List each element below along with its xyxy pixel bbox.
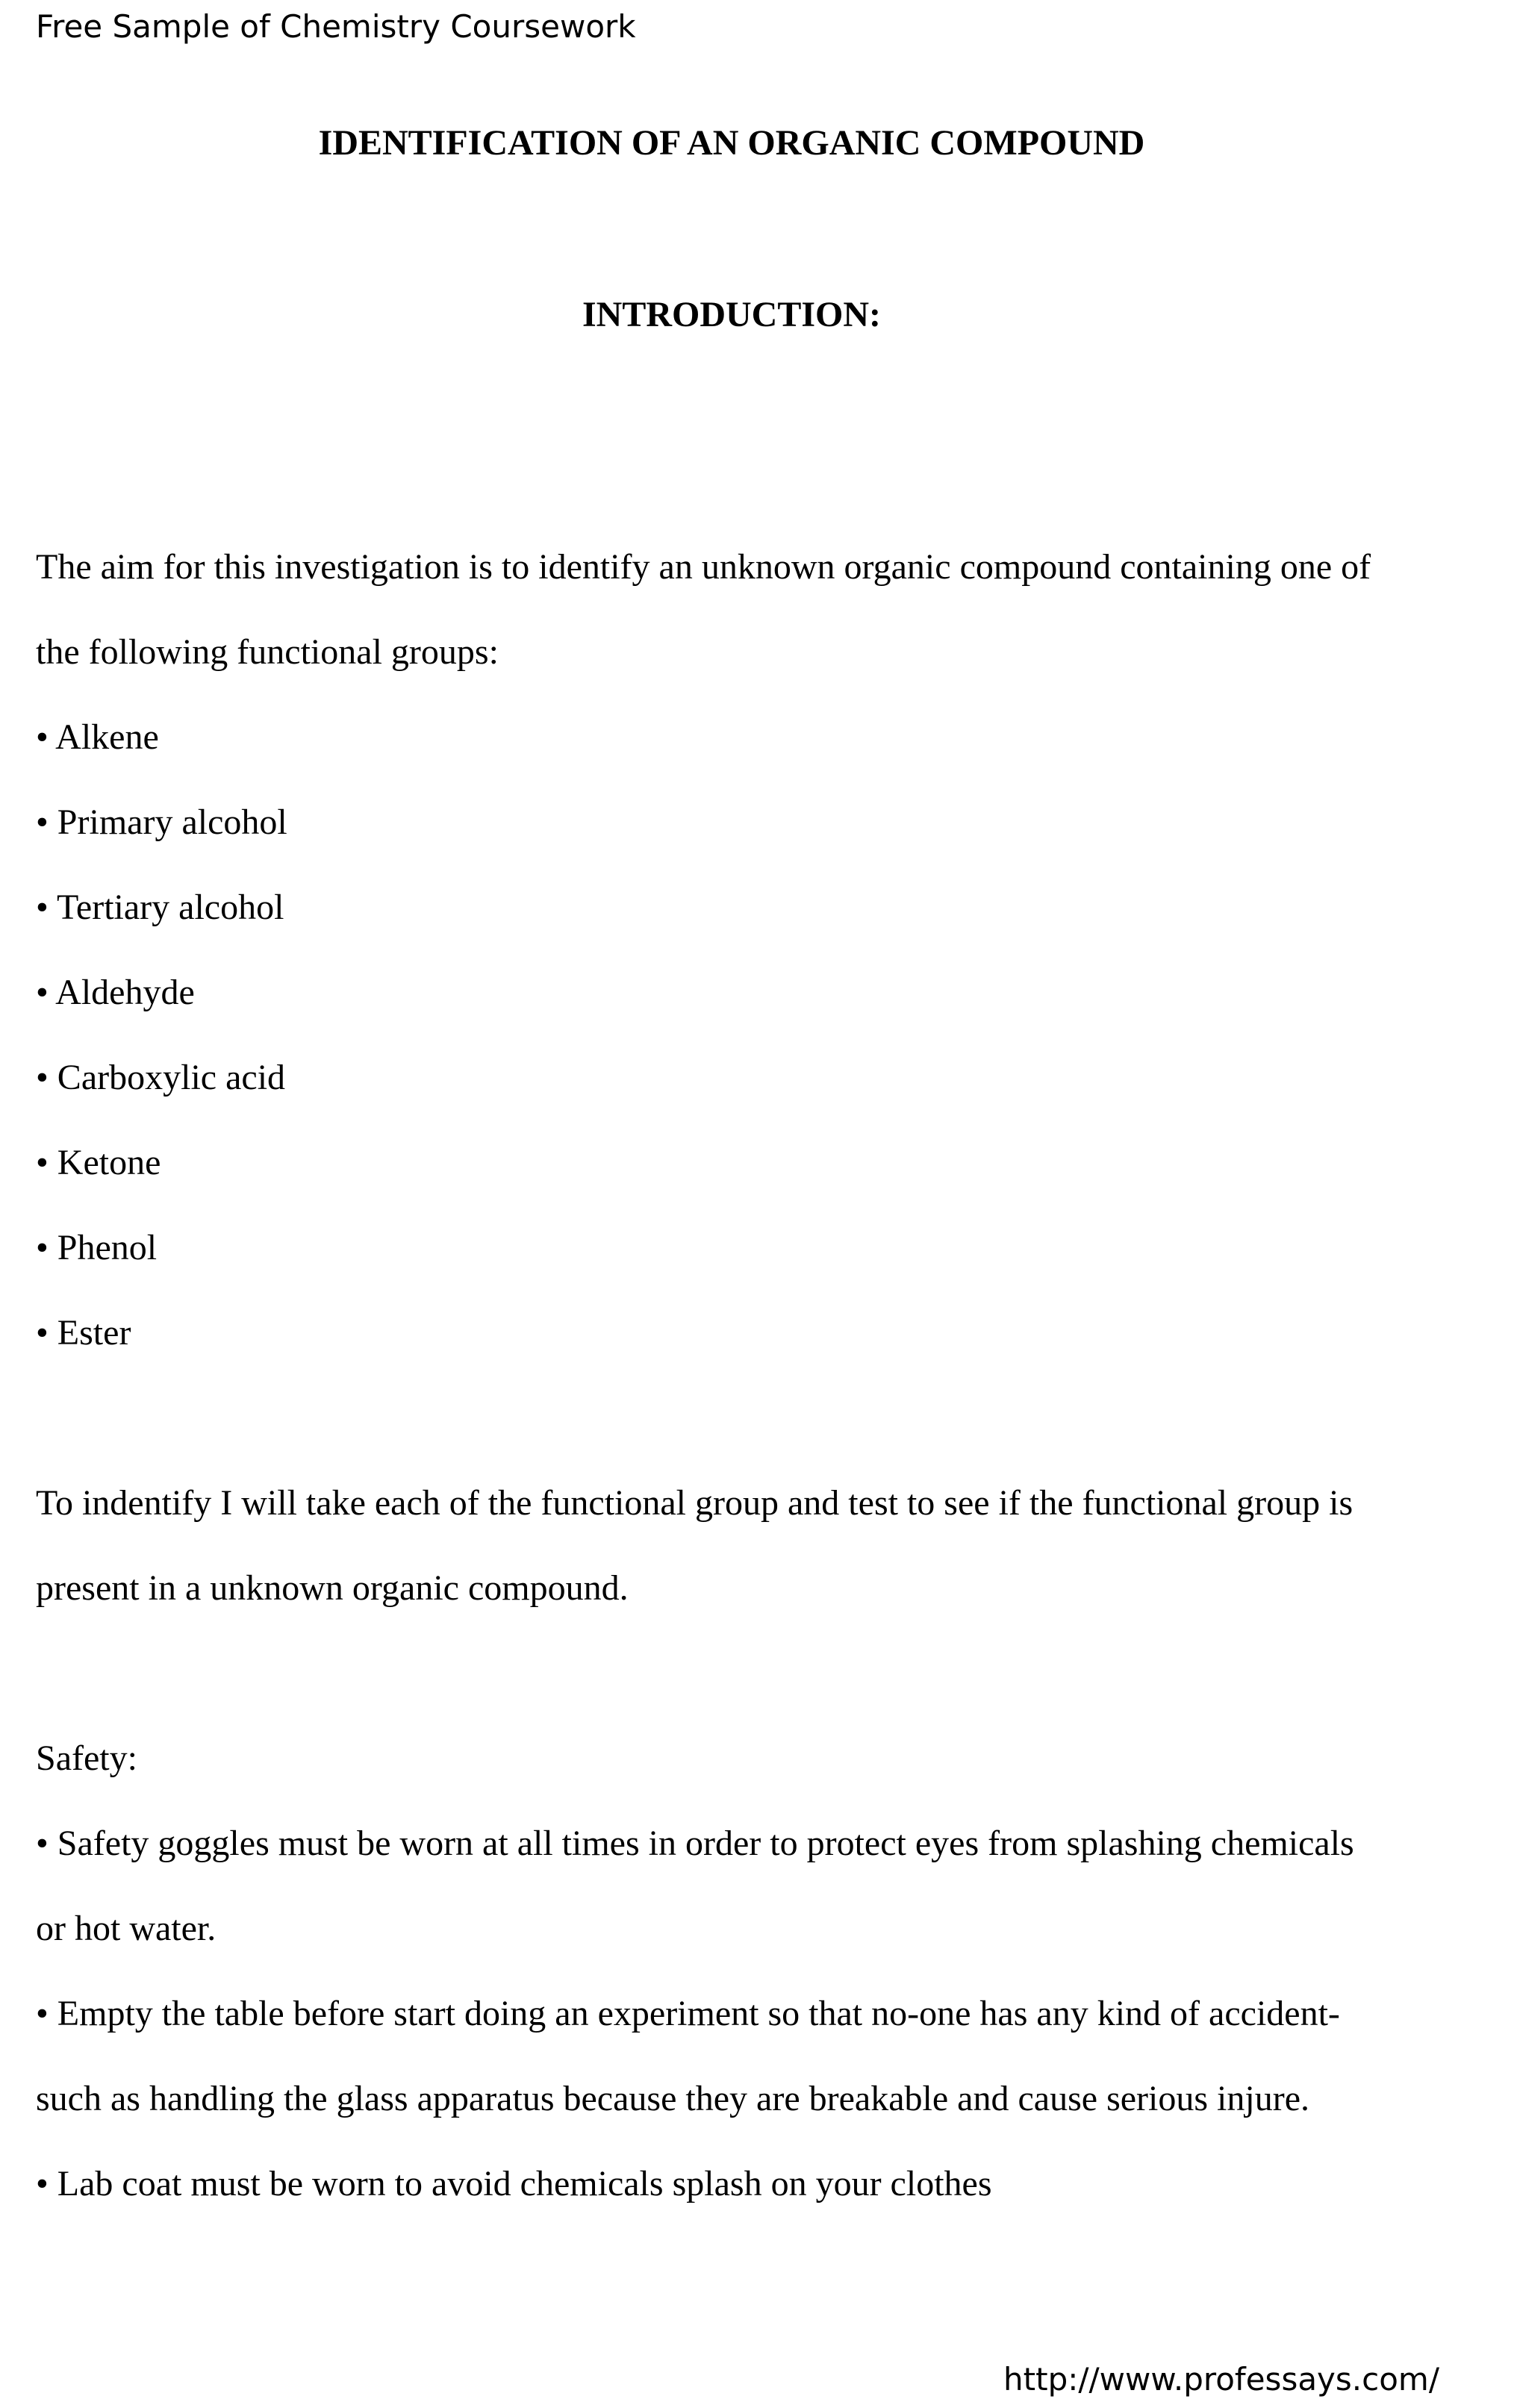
- functional-group-item-ketone: • Ketone: [36, 1143, 161, 1182]
- intro-paragraph-line-2: the following functional groups:: [36, 632, 499, 672]
- safety-item-lab-coat: • Lab coat must be worn to avoid chemicals splash on your clothes: [36, 2164, 992, 2203]
- safety-item-goggles-line-2: or hot water.: [36, 1909, 216, 1948]
- safety-item-goggles-line-1: • Safety goggles must be worn at all times in order to protect eyes from splashing chemicals: [36, 1824, 1354, 1863]
- functional-group-item-tertiary-alcohol: • Tertiary alcohol: [36, 888, 284, 927]
- functional-group-item-ester: • Ester: [36, 1313, 131, 1353]
- functional-group-item-phenol: • Phenol: [36, 1228, 158, 1267]
- method-paragraph-line-2: present in a unknown organic compound.: [36, 1568, 629, 1608]
- functional-group-item-aldehyde: • Aldehyde: [36, 973, 195, 1012]
- functional-group-item-primary-alcohol: • Primary alcohol: [36, 802, 287, 842]
- safety-heading: Safety:: [36, 1738, 137, 1778]
- method-paragraph-line-1: To indentify I will take each of the functional group and test to see if the functional group is: [36, 1483, 1353, 1523]
- safety-item-table-line-1: • Empty the table before start doing an experiment so that no-one has any kind of accident-: [36, 1994, 1340, 2033]
- document-title: IDENTIFICATION OF AN ORGANIC COMPOUND: [318, 123, 1145, 163]
- safety-item-table-line-2: such as handling the glass apparatus because they are breakable and cause serious injure.: [36, 2079, 1310, 2118]
- functional-group-item-carboxylic-acid: • Carboxylic acid: [36, 1058, 286, 1097]
- functional-group-item-alkene: • Alkene: [36, 717, 159, 757]
- footer-url: http://www.professays.com/: [1003, 2361, 1439, 2398]
- page-header-text: Free Sample of Chemistry Coursework: [36, 8, 636, 45]
- intro-paragraph-line-1: The aim for this investigation is to identify an unknown organic compound containing one of: [36, 547, 1371, 587]
- section-title-introduction: INTRODUCTION:: [582, 295, 882, 334]
